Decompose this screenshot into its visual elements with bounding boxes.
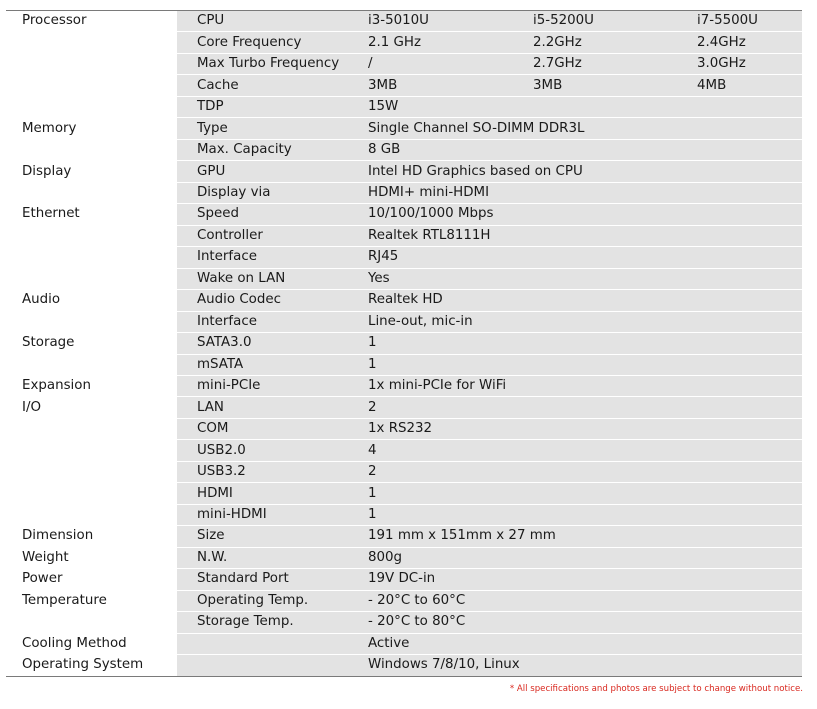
spec-item: Size [177,526,362,547]
spec-value: 2.4GHz [697,32,802,53]
spec-row [6,204,802,225]
spec-value: 2.1 GHz [362,32,533,53]
spec-row [6,354,802,375]
disclaimer-note: * All specifications and photos are subject to change without notice. [509,684,803,694]
spec-row [6,569,802,590]
spec-item: COM [177,418,362,439]
spec-row [6,483,802,504]
spec-item: SATA3.0 [177,333,362,354]
spec-row [6,118,802,139]
spec-value: 3MB [533,75,697,96]
spec-value: 1 [362,333,802,354]
spec-value: 1 [362,354,802,375]
spec-category: Cooling Method [6,633,177,654]
spec-value: 15W [362,96,802,117]
spec-value: 1 [362,483,802,504]
spec-value: / [362,53,533,74]
spec-row [6,397,802,418]
spec-value: Intel HD Graphics based on CPU [362,161,802,182]
spec-item: Cache [177,75,362,96]
spec-value: RJ45 [362,247,802,268]
spec-row [6,161,802,182]
specifications-table [6,11,802,677]
spec-value: 3.0GHz [697,53,802,74]
spec-item: Core Frequency [177,32,362,53]
spec-category [6,32,177,53]
spec-item: Interface [177,247,362,268]
spec-value: i3-5010U [362,11,533,32]
spec-row [6,96,802,117]
spec-item: Interface [177,311,362,332]
spec-item: N.W. [177,547,362,568]
spec-value: 8 GB [362,139,802,160]
spec-row [6,440,802,461]
spec-category: Audio [6,290,177,311]
spec-row [6,32,802,53]
spec-row [6,333,802,354]
spec-value: 2 [362,397,802,418]
spec-row [6,139,802,160]
spec-category: Processor [6,11,177,32]
spec-row [6,53,802,74]
spec-value: - 20°C to 80°C [362,612,802,633]
spec-value: Single Channel SO-DIMM DDR3L [362,118,802,139]
spec-row [6,268,802,289]
spec-category: Weight [6,547,177,568]
spec-category: Dimension [6,526,177,547]
spec-item [177,633,362,654]
spec-category [6,440,177,461]
spec-item: HDMI [177,483,362,504]
spec-item: TDP [177,96,362,117]
spec-category: I/O [6,397,177,418]
spec-row [6,547,802,568]
spec-item: mini-PCIe [177,375,362,396]
spec-row [6,461,802,482]
spec-row [6,655,802,676]
spec-category [6,311,177,332]
spec-category [6,53,177,74]
spec-item: Operating Temp. [177,590,362,611]
spec-item: Display via [177,182,362,203]
spec-item: Audio Codec [177,290,362,311]
spec-item: CPU [177,11,362,32]
spec-item [177,655,362,676]
spec-item: Type [177,118,362,139]
spec-category [6,354,177,375]
spec-value: 1x mini-PCIe for WiFi [362,375,802,396]
spec-row [6,612,802,633]
spec-item: Max. Capacity [177,139,362,160]
specifications-table-body [6,11,802,676]
spec-row [6,225,802,246]
spec-row [6,75,802,96]
spec-value: Yes [362,268,802,289]
spec-category [6,247,177,268]
spec-row [6,504,802,525]
spec-item: Max Turbo Frequency [177,53,362,74]
spec-row [6,182,802,203]
spec-value: Windows 7/8/10, Linux [362,655,802,676]
spec-value: 4MB [697,75,802,96]
spec-category [6,483,177,504]
spec-value: HDMI+ mini-HDMI [362,182,802,203]
spec-category [6,504,177,525]
spec-category [6,418,177,439]
spec-row [6,526,802,547]
spec-value: Line-out, mic-in [362,311,802,332]
spec-item: LAN [177,397,362,418]
spec-item: Controller [177,225,362,246]
spec-item: USB2.0 [177,440,362,461]
spec-row [6,311,802,332]
spec-item: USB3.2 [177,461,362,482]
spec-value: 10/100/1000 Mbps [362,204,802,225]
spec-item: mSATA [177,354,362,375]
spec-value: 191 mm x 151mm x 27 mm [362,526,802,547]
spec-item: Standard Port [177,569,362,590]
spec-row [6,247,802,268]
spec-item: Wake on LAN [177,268,362,289]
spec-row [6,375,802,396]
spec-value: - 20°C to 60°C [362,590,802,611]
spec-value: 2.2GHz [533,32,697,53]
spec-category: Storage [6,333,177,354]
spec-row [6,633,802,654]
spec-value: i5-5200U [533,11,697,32]
spec-value: Realtek RTL8111H [362,225,802,246]
spec-category [6,225,177,246]
spec-category: Memory [6,118,177,139]
spec-category [6,75,177,96]
spec-row [6,418,802,439]
spec-value: 19V DC-in [362,569,802,590]
spec-category: Temperature [6,590,177,611]
spec-value: 800g [362,547,802,568]
spec-value: Active [362,633,802,654]
spec-value: 1 [362,504,802,525]
spec-item: mini-HDMI [177,504,362,525]
spec-category: Expansion [6,375,177,396]
spec-row [6,590,802,611]
spec-value: 4 [362,440,802,461]
spec-category: Ethernet [6,204,177,225]
spec-category: Display [6,161,177,182]
spec-item: Speed [177,204,362,225]
table-bottom-rule [6,676,802,677]
spec-category [6,612,177,633]
spec-value: i7-5500U [697,11,802,32]
spec-row [6,290,802,311]
spec-value: 2 [362,461,802,482]
spec-value: Realtek HD [362,290,802,311]
spec-category [6,139,177,160]
spec-value: 1x RS232 [362,418,802,439]
spec-category: Power [6,569,177,590]
spec-item: GPU [177,161,362,182]
spec-row [6,11,802,32]
spec-value: 3MB [362,75,533,96]
spec-value: 2.7GHz [533,53,697,74]
spec-category [6,461,177,482]
spec-item: Storage Temp. [177,612,362,633]
spec-category [6,96,177,117]
spec-category: Operating System [6,655,177,676]
spec-category [6,268,177,289]
spec-category [6,182,177,203]
